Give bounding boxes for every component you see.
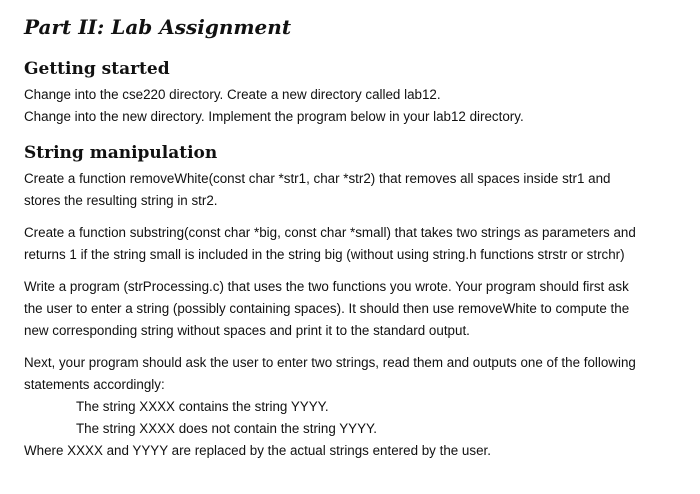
- heading-string-manipulation: String manipulation: [24, 143, 218, 163]
- output-line-1: Next, your program should ask the user to enter two strings, read them and outputs one of the following: [24, 355, 636, 370]
- substring-paragraph: [24, 222, 692, 266]
- program-line-2: the user to enter a string (possibly containing spaces). It should then use removeWhite to compute the: [24, 301, 630, 316]
- remove-white-line-1: Create a function removeWhite(const char *str1, char *str2) that removes all spaces inside str1 and: [24, 171, 611, 186]
- substring-line-2: returns 1 if the string small is included in the string big (without using string.h functions strstr or strchr): [24, 247, 625, 262]
- remove-white-line-2: stores the resulting string in str2.: [24, 193, 218, 208]
- program-paragraph: [24, 276, 692, 342]
- getting-started-paragraph: [24, 84, 692, 128]
- output-closing-line: Where XXXX and YYYY are replaced by the actual strings entered by the user.: [24, 443, 491, 458]
- remove-white-paragraph: [24, 168, 692, 212]
- part-title: Part II: Lab Assignment: [24, 15, 292, 39]
- getting-started-line-1: Change into the cse220 directory. Create a new directory called lab12.: [24, 87, 441, 102]
- getting-started-line-2: Change into the new directory. Implement the program below in your lab12 directory.: [24, 109, 524, 124]
- output-paragraph: [24, 352, 692, 462]
- document-page: [24, 14, 692, 462]
- substring-line-1: Create a function substring(const char *big, const char *small) that takes two strings as parameters and: [24, 225, 636, 240]
- program-line-3: new corresponding string without spaces and print it to the standard output.: [24, 323, 470, 338]
- statement-not-contains: The string XXXX does not contain the string YYYY.: [76, 421, 377, 436]
- output-line-2: statements accordingly:: [24, 377, 165, 392]
- heading-getting-started: Getting started: [24, 59, 170, 79]
- statement-contains: The string XXXX contains the string YYYY.: [76, 399, 329, 414]
- program-line-1: Write a program (strProcessing.c) that uses the two functions you wrote. Your program should first ask: [24, 279, 629, 294]
